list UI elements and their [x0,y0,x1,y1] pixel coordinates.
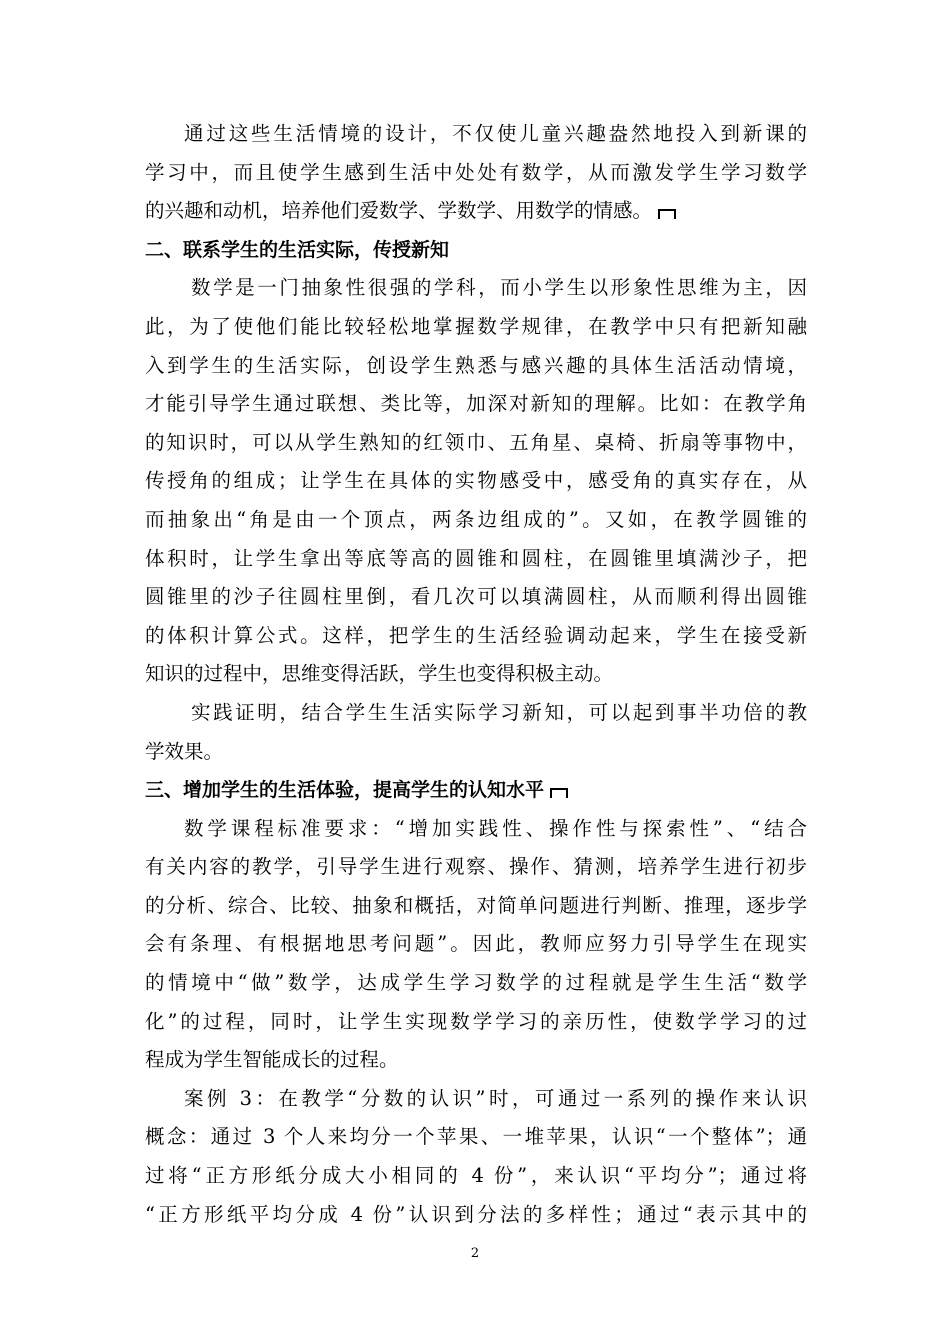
line-text: 程成为学生智能成长的过程。 [145,1048,399,1072]
text-line [145,1196,807,1235]
line-text: 案例 3：在教学“分数的认识”时，可通过一系列的操作来认识 [184,1086,807,1110]
text-line [145,1003,807,1042]
line-text: 的知识时，可以从学生熟知的红领巾、五角星、桌椅、折扇等事物中， [145,430,807,454]
text-line [145,385,807,424]
text-line [145,1041,807,1080]
text-line [145,617,807,656]
line-text: 学效果。 [145,739,224,763]
text-line [145,1157,807,1196]
line-text: 入到学生的生活实际，创设学生熟悉与感兴趣的具体生活活动情境， [145,353,807,377]
line-text: 学习中，而且使学生感到生活中处处有数学，从而激发学生学习数学 [145,160,807,184]
text-line [145,887,807,926]
text-line [145,1080,807,1119]
line-text: 实践证明，结合学生生活实际学习新知，可以起到事半功倍的教 [191,700,807,724]
line-text: 而抽象出“角是由一个顶点，两条边组成的”。又如，在教学圆锥的 [145,507,807,531]
line-text: 的分析、综合、比较、抽象和概括，对简单问题进行判断、推理，逐步学 [145,893,807,917]
line-text: 过将“正方形纸分成大小相同的 4 份”，来认识“平均分”；通过将 [145,1164,807,1188]
line-text: 通过这些生活情境的设计，不仅使儿童兴趣盎然地投入到新课的 [184,122,807,145]
line-text: 数学课程标准要求：“增加实践性、操作性与探索性”、“结合 [184,816,807,840]
text-line [145,501,807,540]
line-text: 此，为了使他们能比较轻松地掌握数学规律，在教学中只有把新知融 [145,314,807,338]
page-number: 2 [470,1246,480,1261]
text-line [145,540,807,579]
text-line [145,424,807,463]
text-line [145,154,807,193]
text-line [145,347,807,386]
text-line [145,578,807,617]
line-text: 概念：通过 3 个人来均分一个苹果、一堆苹果，认识“一个整体”；通 [145,1125,807,1149]
text-line [145,462,807,501]
text-line [145,1118,807,1157]
paragraph-mark-icon [658,209,676,219]
line-text: 的兴趣和动机，培养他们爱数学、学数学、用数学的情感。 [145,199,653,223]
text-line [145,925,807,964]
line-text: 的情境中“做”数学，达成学生学习数学的过程就是学生生活“数学 [145,971,807,995]
paragraph-mark-icon [550,788,568,798]
text-line [145,655,807,694]
text-line [145,810,807,849]
text-line [145,694,807,733]
text-line [145,964,807,1003]
line-text: 的体积计算公式。这样，把学生的生活经验调动起来，学生在接受新 [145,623,807,647]
text-line [145,115,807,154]
document-body [145,115,807,1234]
line-text: 数学是一门抽象性很强的学科，而小学生以形象性思维为主，因 [191,276,807,300]
line-text: 会有条理、有根据地思考问题”。因此，教师应努力引导学生在现实 [145,932,807,956]
line-text: “正方形纸平均分成 4 份”认识到分法的多样性；通过“表示其中的 [145,1202,807,1226]
text-line [145,269,807,308]
line-text: 化”的过程，同时，让学生实现数学学习的亲历性，使数学学习的过 [145,1009,807,1033]
text-line [145,308,807,347]
line-text: 才能引导学生通过联想、类比等，加深对新知的理解。比如：在教学角 [145,392,807,416]
line-text: 体积时，让学生拿出等底等高的圆锥和圆柱，在圆锥里填满沙子，把 [145,546,807,570]
text-line [145,733,807,772]
section-heading [145,231,807,270]
text-line [145,848,807,887]
line-text: 知识的过程中，思维变得活跃，学生也变得积极主动。 [145,662,614,686]
line-text: 有关内容的教学，引导学生进行观察、操作、猜测，培养学生进行初步 [145,855,807,879]
line-text: 传授角的组成；让学生在具体的实物感受中，感受角的真实存在，从 [145,469,807,493]
line-text: 三、增加学生的生活体验，提高学生的认知水平 [145,779,545,802]
text-line [145,192,807,231]
line-text: 二、联系学生的生活实际，传授新知 [145,238,450,261]
line-text: 圆锥里的沙子往圆柱里倒，看几次可以填满圆柱，从而顺利得出圆锥 [145,585,807,609]
section-heading [145,771,807,810]
